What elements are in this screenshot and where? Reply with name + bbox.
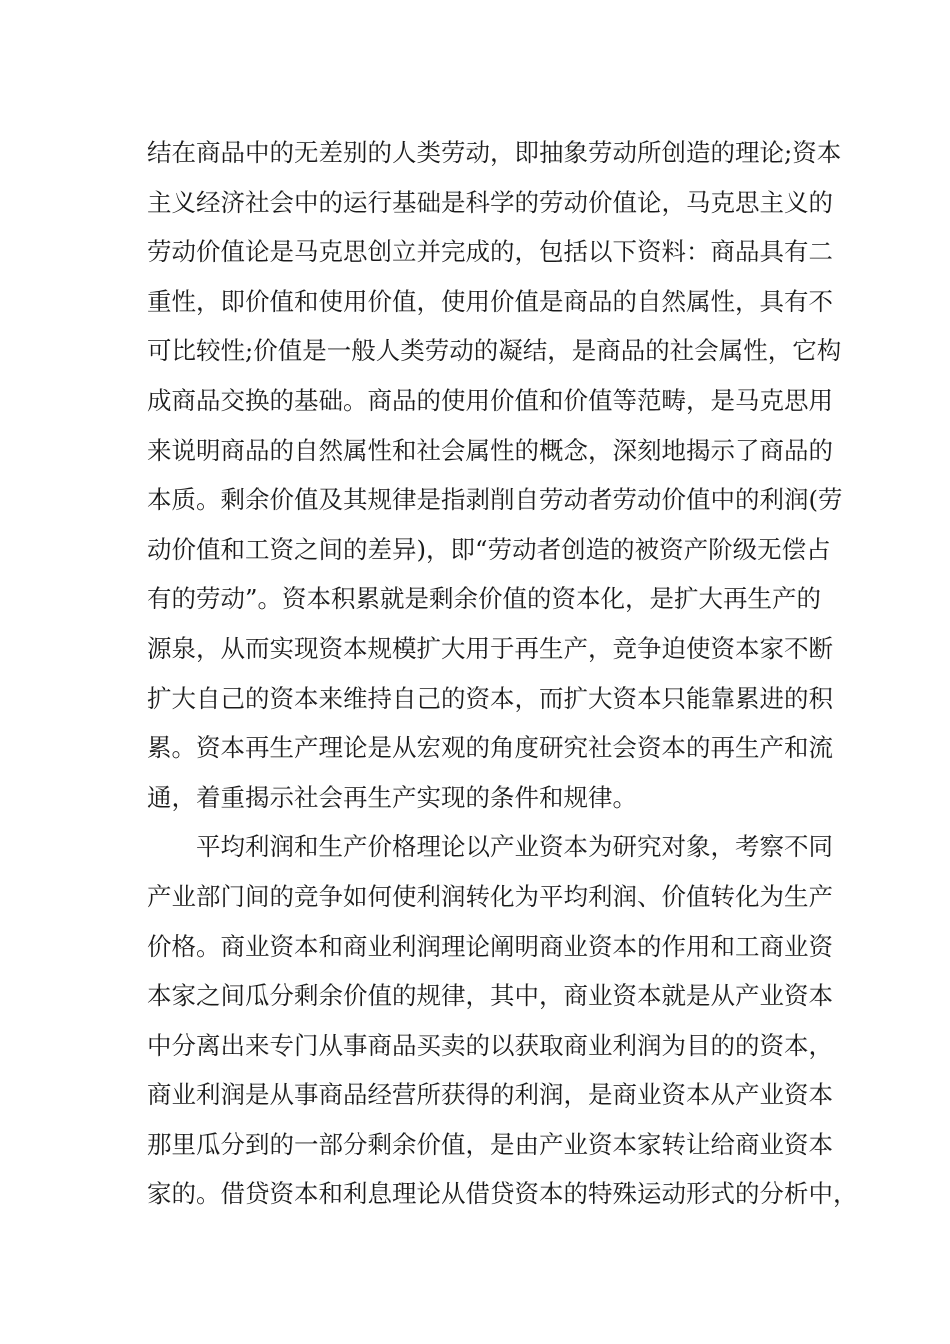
text-line: 主义经济社会中的运行基础是科学的劳动价值论，马克思主义的 xyxy=(147,187,833,217)
text-line: 家的。借贷资本和利息理论从借贷资本的特殊运动形式的分析中， xyxy=(147,1179,858,1209)
text-line: 成商品交换的基础。商品的使用价值和价值等范畴，是马克思用 xyxy=(147,385,833,415)
text-line: 可比较性;价值是一般人类劳动的凝结，是商品的社会属性，它构 xyxy=(147,336,842,366)
text-line-indented: 平均利润和生产价格理论以产业资本为研究对象，考察不同 xyxy=(196,832,833,862)
text-line: 结在商品中的无差别的人类劳动，即抽象劳动所创造的理论;资本 xyxy=(147,138,842,167)
text-line: 源泉，从而实现资本规模扩大用于再生产，竞争迫使资本家不断 xyxy=(147,633,833,663)
text-line: 中分离出来专门从事商品买卖的以获取商业利润为目的的资本， xyxy=(147,1030,833,1060)
paragraph-2 xyxy=(147,822,858,1219)
text-line: 本家之间瓜分剩余价值的规律，其中，商业资本就是从产业资本 xyxy=(147,981,833,1011)
text-line: 商业利润是从事商品经营所获得的利润，是商业资本从产业资本 xyxy=(147,1080,833,1110)
text-line: 来说明商品的自然属性和社会属性的概念，深刻地揭示了商品的 xyxy=(147,435,833,465)
text-line: 扩大自己的资本来维持自己的资本，而扩大资本只能靠累进的积 xyxy=(147,683,833,713)
text-line: 价格。商业资本和商业利润理论阐明商业资本的作用和工商业资 xyxy=(147,931,833,961)
text-line: 重性，即价值和使用价值，使用价值是商品的自然属性，具有不 xyxy=(147,286,833,316)
text-line: 那里瓜分到的一部分剩余价值，是由产业资本家转让给商业资本 xyxy=(147,1129,833,1159)
text-line: 通，着重揭示社会再生产实现的条件和规律。 xyxy=(147,782,637,812)
text-line: 累。资本再生产理论是从宏观的角度研究社会资本的再生产和流 xyxy=(147,733,833,763)
paragraph-1 xyxy=(147,128,843,822)
text-line: 产业部门间的竞争如何使利润转化为平均利润、价值转化为生产 xyxy=(147,881,833,911)
text-line: 本质。剩余价值及其规律是指剥削自劳动者劳动价值中的利润(劳 xyxy=(147,485,843,515)
text-line: 劳动价值论是马克思创立并完成的，包括以下资料：商品具有二 xyxy=(147,237,833,267)
text-line: 动价值和工资之间的差异)，即“劳动者创造的被资产阶级无偿占 xyxy=(147,534,831,564)
body-text xyxy=(147,128,858,1219)
text-line: 有的劳动”。资本积累就是剩余价值的资本化，是扩大再生产的 xyxy=(147,584,822,614)
